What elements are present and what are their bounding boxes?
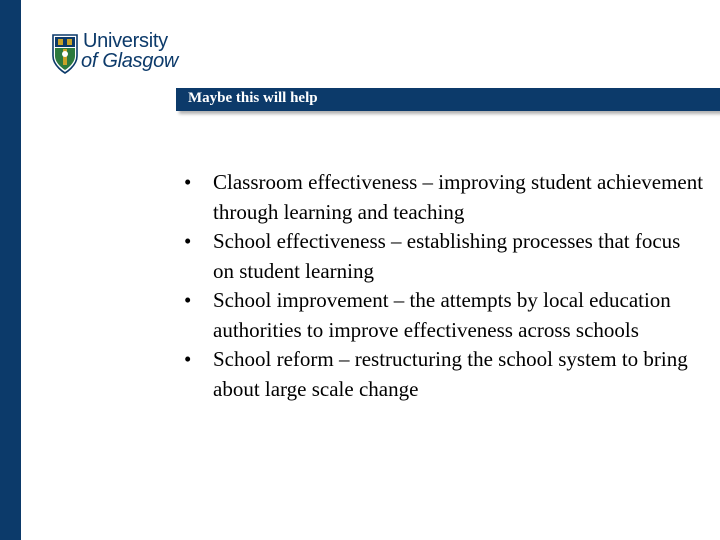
left-accent-bar: [0, 0, 21, 540]
university-logo: [52, 32, 182, 76]
bullet-list: [184, 168, 704, 404]
list-item: [184, 227, 704, 286]
bullet-dot-icon: •: [184, 229, 192, 253]
logo-text-university: University: [83, 30, 168, 52]
slide-title-band: [176, 88, 720, 111]
list-item: [184, 345, 704, 404]
bullet-dot-icon: •: [184, 288, 192, 312]
university-crest-icon: [52, 34, 78, 74]
bullet-text: School improvement – the attempts by local education authorities to improve effectiveness across schools: [213, 288, 671, 342]
bullet-dot-icon: •: [184, 170, 192, 194]
bullet-text: School effectiveness – establishing processes that focus on student learning: [213, 229, 681, 283]
bullet-text: School reform – restructuring the school system to bring about large scale change: [213, 347, 688, 401]
list-item: [184, 168, 704, 227]
bullet-dot-icon: •: [184, 347, 192, 371]
logo-text-of-glasgow: of Glasgow: [81, 50, 179, 72]
bullet-text: Classroom effectiveness – improving student achievement through learning and teaching: [213, 170, 704, 224]
list-item: [184, 286, 704, 345]
slide-title: Maybe this will help: [188, 90, 318, 106]
